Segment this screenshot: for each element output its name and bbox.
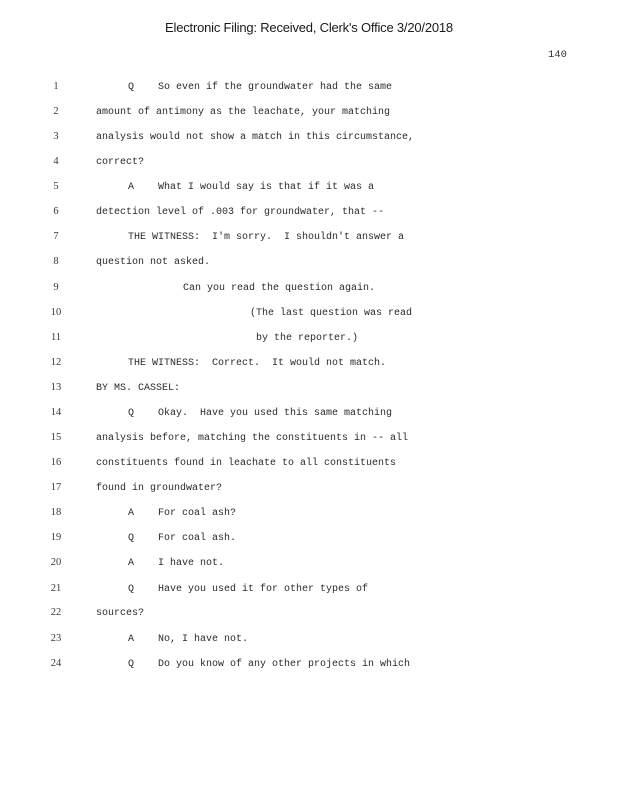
transcript-line xyxy=(0,657,618,675)
line-number: 21 xyxy=(50,583,62,594)
line-text: Okay. Have you used this same matching xyxy=(158,408,393,419)
transcript-line xyxy=(0,606,618,624)
transcript-line xyxy=(0,431,618,449)
transcript-line xyxy=(0,130,618,148)
transcript-line xyxy=(0,531,618,549)
transcript-line xyxy=(0,381,618,399)
line-number: 9 xyxy=(53,282,59,293)
line-text: So even if the groundwater had the same xyxy=(158,82,393,93)
line-text: I have not. xyxy=(158,558,225,569)
line-number: 15 xyxy=(50,432,62,443)
transcript-line xyxy=(0,556,618,574)
line-text: detection level of .003 for groundwater, that -- xyxy=(96,207,385,218)
line-number: 3 xyxy=(53,131,59,142)
line-text: analysis would not show a match in this circumstance, xyxy=(96,132,415,143)
qa-label: Q xyxy=(128,659,135,670)
line-text: THE WITNESS: Correct. It would not match. xyxy=(128,358,387,369)
transcript-line xyxy=(0,105,618,123)
line-text: question not asked. xyxy=(96,257,211,268)
line-text: For coal ash. xyxy=(158,533,237,544)
line-number: 12 xyxy=(50,357,62,368)
line-number: 1 xyxy=(53,81,59,92)
line-number: 23 xyxy=(50,633,62,644)
qa-label: Q xyxy=(128,82,135,93)
line-text: correct? xyxy=(96,157,145,168)
filing-stamp: Electronic Filing: Received, Clerk's Office 3/20/2018 xyxy=(165,20,453,35)
line-text: Have you used it for other types of xyxy=(158,584,369,595)
line-text: BY MS. CASSEL: xyxy=(96,383,181,394)
line-number: 19 xyxy=(50,532,62,543)
qa-label: A xyxy=(128,558,135,569)
transcript-line xyxy=(0,331,618,349)
line-number: 20 xyxy=(50,557,62,568)
transcript-line xyxy=(0,80,618,98)
line-number: 18 xyxy=(50,507,62,518)
line-text: amount of antimony as the leachate, your matching xyxy=(96,107,391,118)
qa-label: A xyxy=(128,508,135,519)
line-text: What I would say is that if it was a xyxy=(158,182,375,193)
qa-label: Q xyxy=(128,408,135,419)
transcript-line xyxy=(0,180,618,198)
transcript-line xyxy=(0,230,618,248)
line-text: Can you read the question again. xyxy=(183,283,376,294)
line-number: 10 xyxy=(50,307,62,318)
qa-label: Q xyxy=(128,584,135,595)
line-text: No, I have not. xyxy=(158,634,249,645)
transcript-line xyxy=(0,506,618,524)
transcript-line xyxy=(0,255,618,273)
qa-label: A xyxy=(128,634,135,645)
line-number: 22 xyxy=(50,607,62,618)
line-number: 11 xyxy=(50,332,62,343)
transcript-line xyxy=(0,406,618,424)
transcript-line xyxy=(0,155,618,173)
line-text: analysis before, matching the constituents in -- all xyxy=(96,433,409,444)
line-text: Do you know of any other projects in which xyxy=(158,659,411,670)
line-number: 2 xyxy=(53,106,59,117)
line-text: (The last question was read xyxy=(250,308,413,319)
qa-label: Q xyxy=(128,533,135,544)
transcript-line xyxy=(0,582,618,600)
line-text: by the reporter.) xyxy=(256,333,359,344)
line-text: found in groundwater? xyxy=(96,483,223,494)
line-number: 8 xyxy=(53,256,59,267)
page-number: 140 xyxy=(548,49,567,61)
transcript-line xyxy=(0,356,618,374)
line-text: constituents found in leachate to all constituents xyxy=(96,458,397,469)
line-text: sources? xyxy=(96,608,145,619)
line-number: 5 xyxy=(53,181,59,192)
transcript-line xyxy=(0,632,618,650)
qa-label: A xyxy=(128,182,135,193)
line-number: 6 xyxy=(53,206,59,217)
line-number: 14 xyxy=(50,407,62,418)
transcript-line xyxy=(0,205,618,223)
line-number: 16 xyxy=(50,457,62,468)
line-number: 17 xyxy=(50,482,62,493)
transcript-line xyxy=(0,306,618,324)
line-number: 4 xyxy=(53,156,59,167)
line-text: For coal ash? xyxy=(158,508,237,519)
line-number: 7 xyxy=(53,231,59,242)
line-text: THE WITNESS: I'm sorry. I shouldn't answer a xyxy=(128,232,405,243)
line-number: 13 xyxy=(50,382,62,393)
line-number: 24 xyxy=(50,658,62,669)
transcript-line xyxy=(0,456,618,474)
transcript-line xyxy=(0,281,618,299)
transcript-line xyxy=(0,481,618,499)
